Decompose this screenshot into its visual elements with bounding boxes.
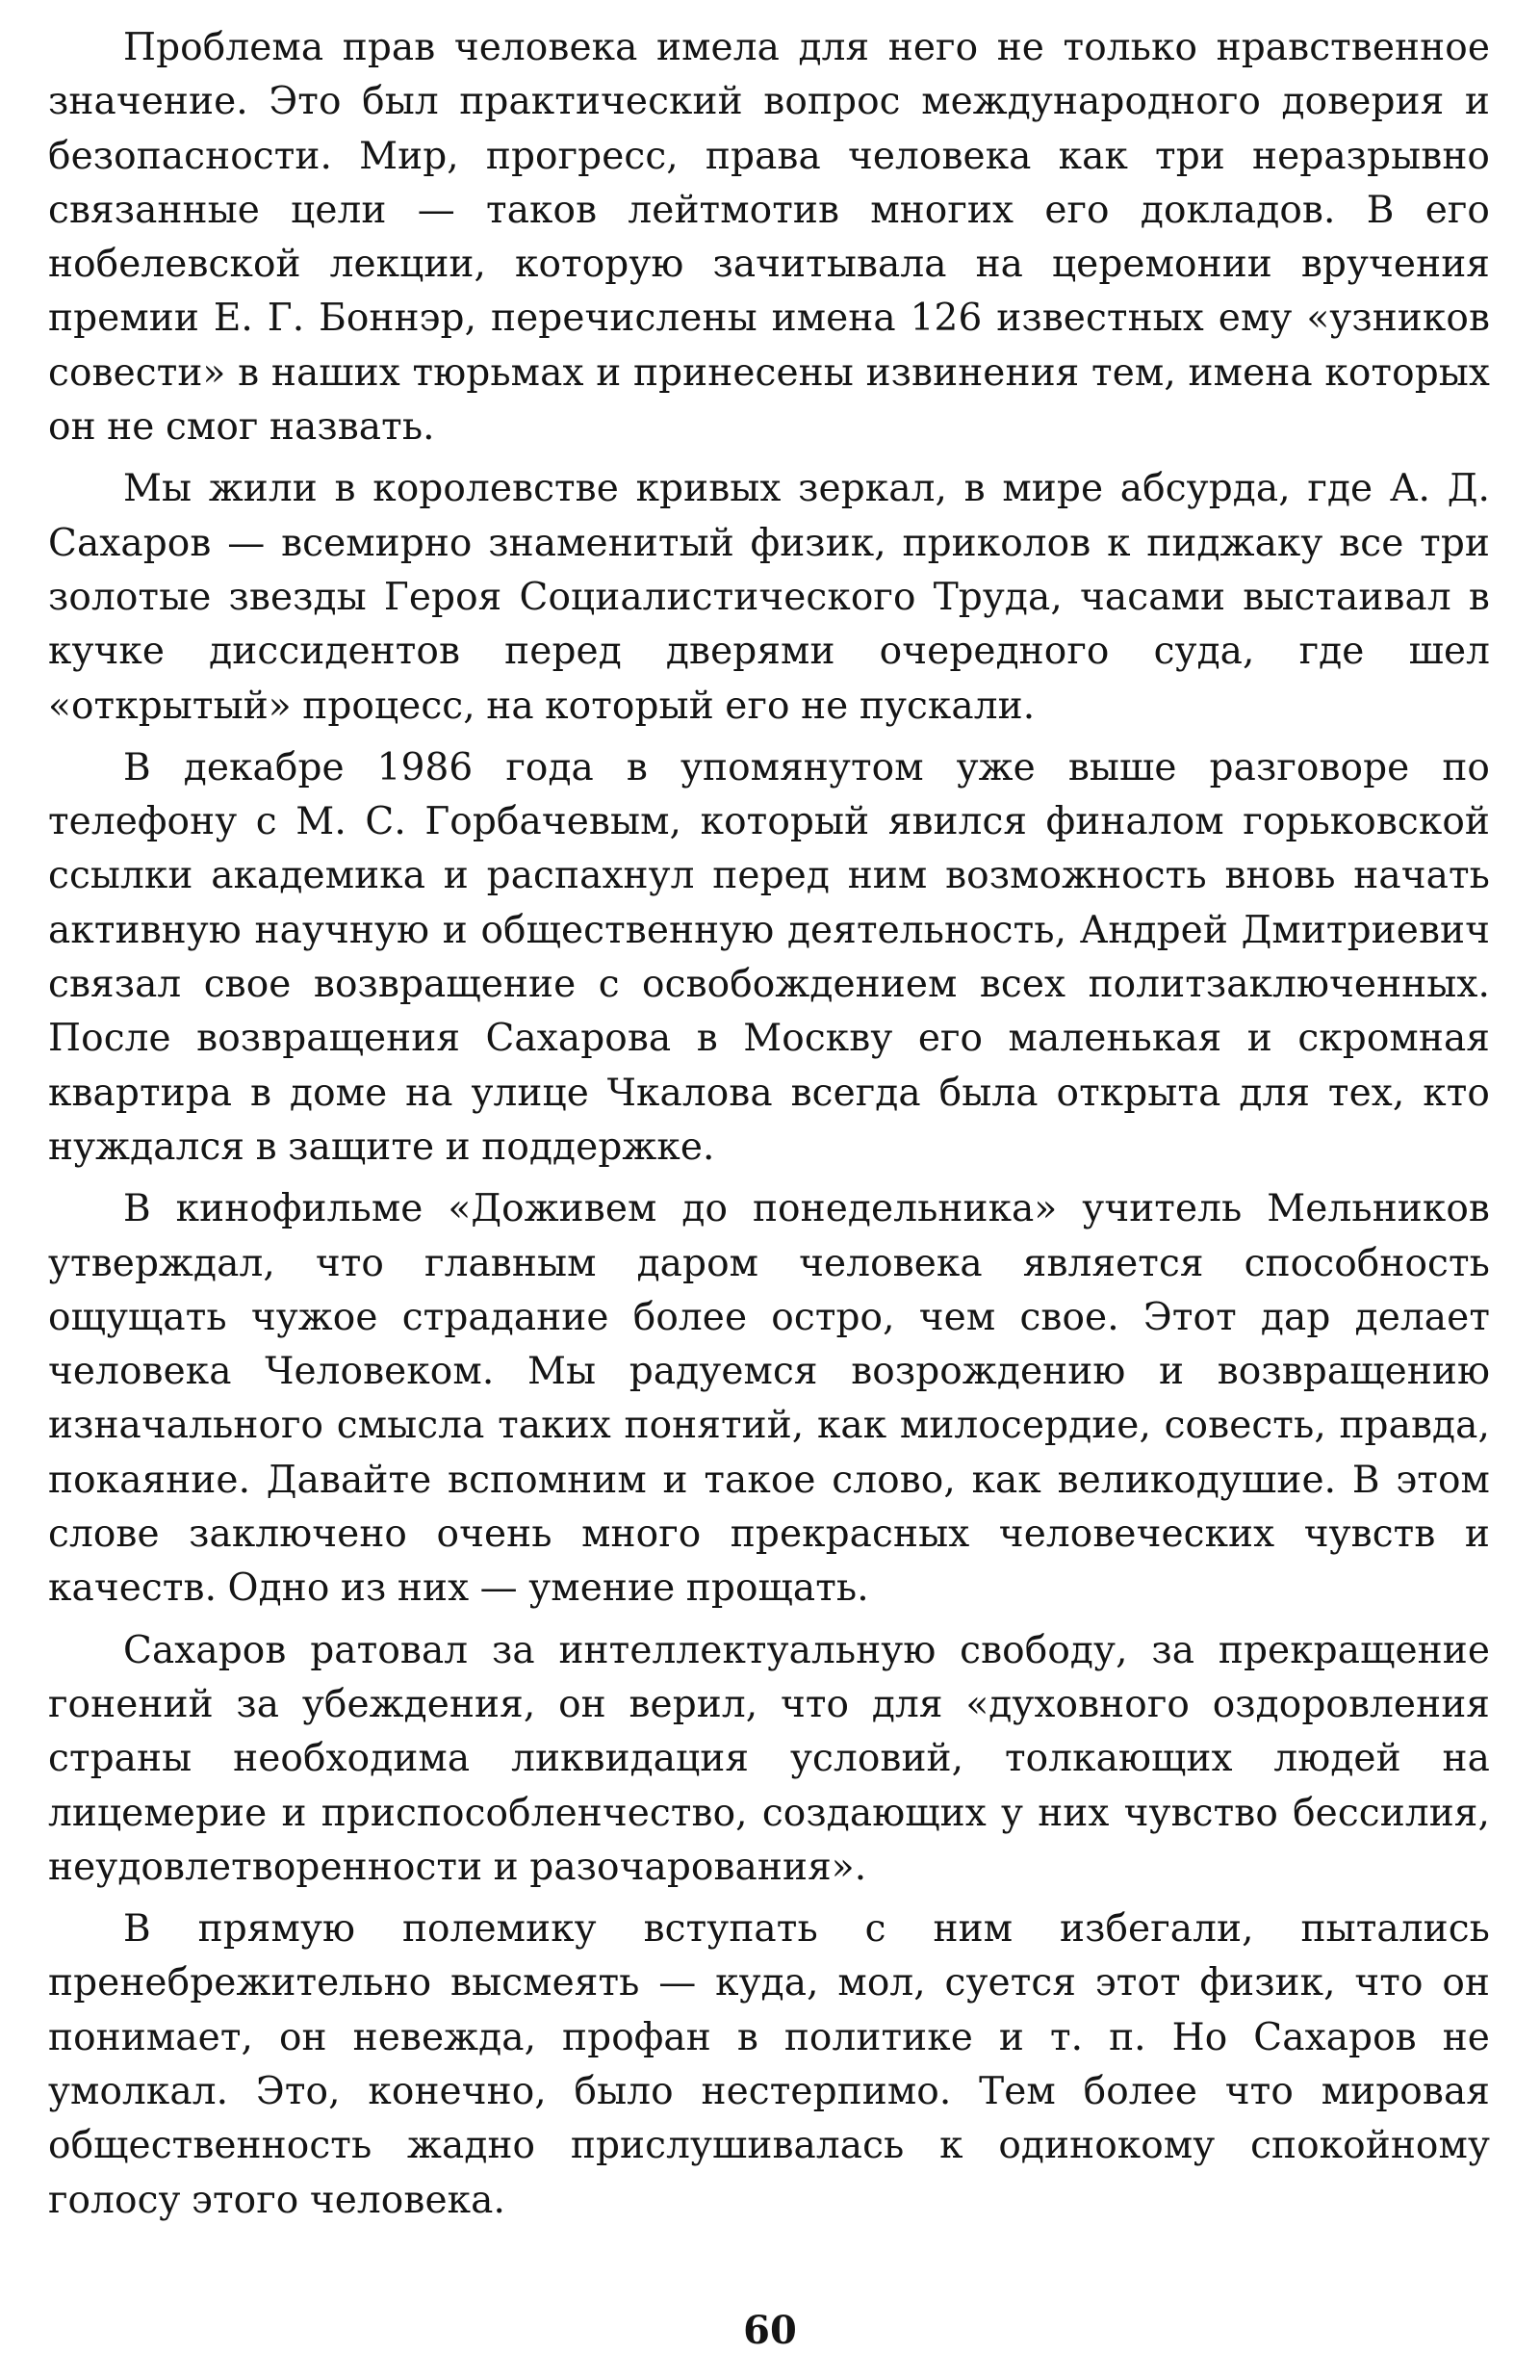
paragraph-december-1986: В декабре 1986 года в упомянутом уже выше разговоре по телефону с М. С. Горбачевым, который явился финалом горьковской ссылки академика и распахнул перед ним возможность вновь начать активную научную и общественную деятельность, Андрей Дмитриевич связал свое возвращение с освобождением всех политзаключенных. После возвращения Сахарова в Москву его маленькая и скромная квартира в доме на улице Чкалова всегда была открыта для тех, кто нуждался в защите и поддержке. (48, 745, 1490, 1169)
paragraph-intellectual-freedom: Сахаров ратовал за интеллектуальную свободу, за прекращение гонений за убеждения, он верил, что для «духовного оздоровления страны необходима ликвидация условий, толкающих людей на лицемерие и приспособленчество, создающих у них чувство бессилия, неудовлетворенности и разочарования». (48, 1628, 1490, 1889)
paragraph-human-rights: Проблема прав человека имела для него не только нравственное значение. Это был практический вопрос международного доверия и безопасности. Мир, прогресс, права человека как три неразрывно связанные цели — таков лейтмотив многих его докладов. В его нобелевской лекции, которую зачитывала на церемонии вручения премии Е. Г. Боннэр, перечислены имена 126 известных ему «узников совести» в наших тюрьмах и принесены извинения тем, имена которых он не смог назвать. (48, 26, 1490, 450)
paragraph-film-quote: В кинофильме «Доживем до понедельника» учитель Мельников утверждал, что главным даром человека является способность ощущать чужое страдание более остро, чем свое. Этот дар делает человека Человеком. Мы радуемся возрождению и возвращению изначального смысла таких понятий, как милосердие, совесть, правда, покаяние. Давайте вспомним и такое слово, как великодушие. В этом слове заключено очень много прекрасных человеческих чувств и качеств. Одно из них — умение прощать. (48, 1187, 1490, 1611)
body-text (48, 21, 1490, 2228)
paragraph-polemic: В прямую полемику вступать с ним избегали, пытались пренебрежительно высмеять — куда, мол, суется этот физик, что он понимает, он невежда, профан в политике и т. п. Но Сахаров не умолкал. Это, конечно, было нестерпимо. Тем более что мировая общественность жадно прислушивалась к одинокому спокойному голосу этого человека. (48, 1907, 1490, 2222)
paragraph-crooked-mirrors: Мы жили в королевстве кривых зеркал, в мире абсурда, где А. Д. Сахаров — всемирно знаменитый физик, приколов к пиджаку все три золотые звезды Героя Социалистического Труда, часами выстаивал в кучке диссидентов перед дверями очередного суда, где шел «открытый» процесс, на который его не пускали. (48, 467, 1490, 728)
page-number: 60 (743, 2308, 797, 2353)
